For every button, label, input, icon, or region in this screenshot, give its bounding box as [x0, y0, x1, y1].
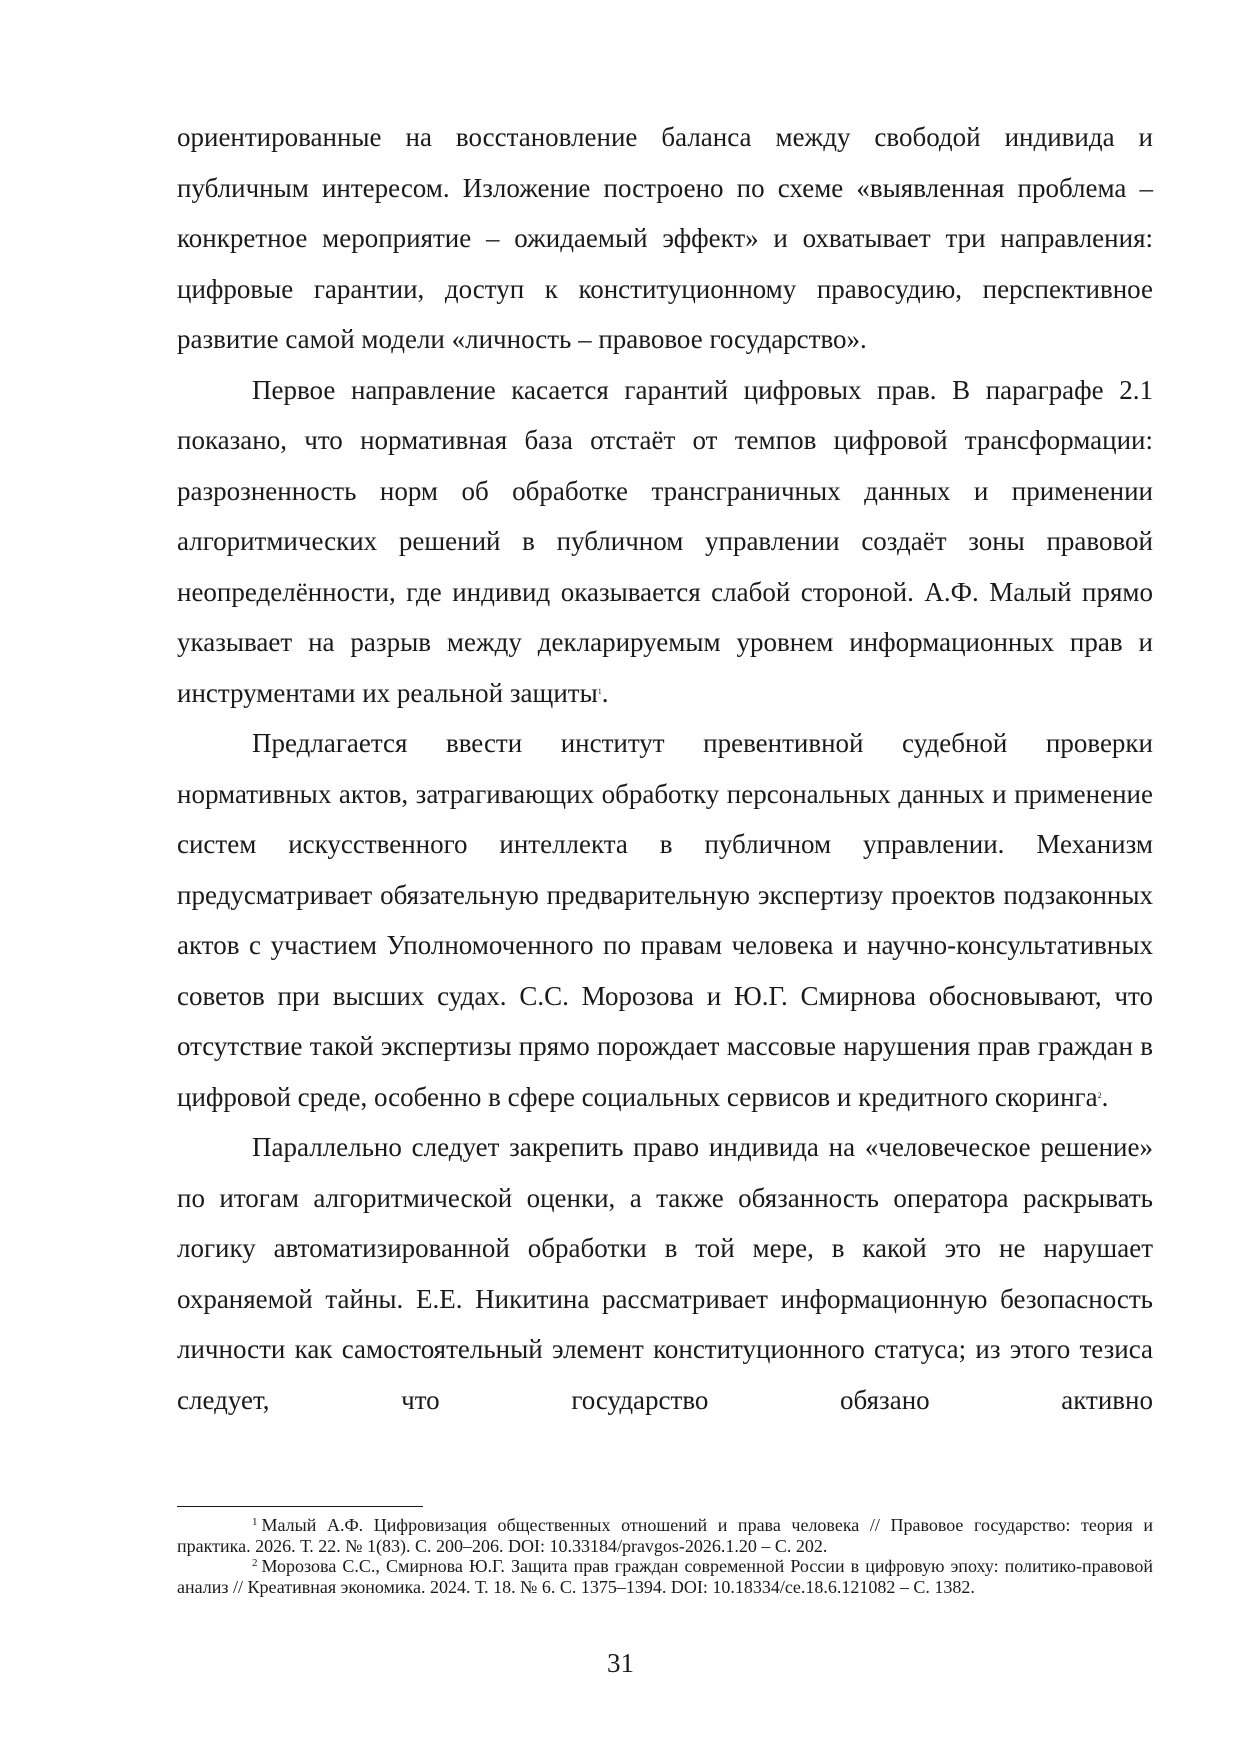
paragraph-digital-rights: [177, 365, 1153, 719]
footnote-reference-1[interactable]: 1: [597, 686, 602, 696]
footnote-number: 2: [252, 1557, 258, 1569]
footnote-text: Малый А.Ф. Цифровизация общественных отношений и права человека // Правовое государство: теория и практика. 2026. Т. 22. № 1(83). С. 200–206. DOI: 10.33184/pravgos-2026.1.20 – С. 202.: [177, 1515, 1153, 1556]
body-text: [177, 112, 1153, 1425]
footnote-reference-2[interactable]: 2: [1097, 1090, 1102, 1100]
footnote-2: [177, 1556, 1153, 1597]
paragraph-preventive-review: [177, 718, 1153, 1122]
page-body: [177, 112, 1153, 1425]
page-number: 31: [607, 1648, 634, 1678]
paragraph-text: Первое направление касается гарантий цифровых прав. В параграфе 2.1 показано, что нормативная база отстаёт от темпов цифровой трансформации: разрозненность норм об обработке трансграничных данных и применении алгоритмических решений в публичном управлении создаёт зоны правовой неопределённости, где индивид оказывается слабой стороной. А.Ф. Малый прямо указывает на разрыв между декларируемым уровнем информационных прав и инструментами их реальной защиты: [177, 374, 1153, 708]
paragraph-period: .: [601, 677, 609, 708]
footnote-number: 1: [252, 1516, 258, 1528]
footnote-1: [177, 1515, 1153, 1556]
footnote-text: Морозова С.С., Смирнова Ю.Г. Защита прав граждан современной России в цифровую эпоху: политико-правовой анализ // Креативная экономика. 2024. Т. 18. № 6. С. 1375–1394. DOI: 10.18334/ce.18.6.121082 – С. 1382.: [177, 1556, 1153, 1597]
paragraph-period: .: [1101, 1081, 1109, 1112]
paragraph-text: Параллельно следует закрепить право индивида на «человеческое решение» по итогам алгоритмической оценки, а также обязанность оператора раскрывать логику автоматизированной обработки в той мере, в какой это не нарушает охраняемой тайны. Е.Е. Никитина рассматривает информационную безопасность личности как самостоятельный элемент конституционного статуса; из этого тезиса следует, что государство обязано активно: [177, 1132, 1153, 1415]
footnote-separator: [177, 1506, 423, 1507]
paragraph-text: ориентированные на восстановление баланса между свободой индивида и публичным интересом. Изложение построено по схеме «выявленная проблема – конкретное мероприятие – ожидаемый эффект» и охватывает три направления: цифровые гарантии, доступ к конституционному правосудию, перспективное развитие самой модели «личность – правовое государство».: [177, 122, 1153, 354]
paragraph-continuation: [177, 112, 1153, 365]
footnotes: [177, 1506, 1153, 1597]
paragraph-text: Предлагается ввести институт превентивной судебной проверки нормативных актов, затрагивающих обработку персональных данных и применение систем искусственного интеллекта в публичном управлении. Механизм предусматривает обязательную предварительную экспертизу проектов подзаконных актов с участием Уполномоченного по правам человека и научно-консультативных советов при высших судах. С.С. Морозова и Ю.Г. Смирнова обосновывают, что отсутствие такой экспертизы прямо порождает массовые нарушения прав граждан в цифровой среде, особенно в сфере социальных сервисов и кредитного скоринга: [177, 728, 1153, 1112]
paragraph-human-decision: [177, 1122, 1153, 1425]
